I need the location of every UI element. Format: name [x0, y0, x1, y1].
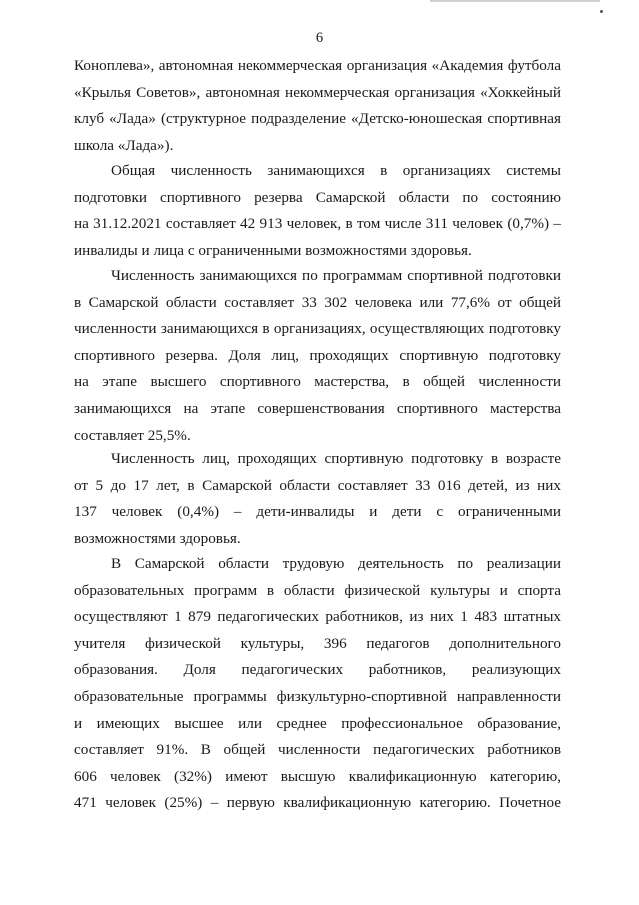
scan-artifact: [430, 0, 600, 2]
text-line: спортивного резерва. Доля лиц, проходящих спортивную подготовку: [74, 346, 561, 364]
text-line: школа «Лада»).: [74, 136, 174, 154]
text-line: Численность лиц, проходящих спортивную подготовку в возрасте: [111, 450, 561, 467]
text-line: клуб «Лада» (структурное подразделение «Детско-юношеская спортивная: [74, 110, 561, 128]
text-line: подготовки спортивного резерва Самарской области по состоянию: [74, 188, 561, 206]
text-line: 137 человек (0,4%) – дети-инвалиды и дети с ограниченными: [74, 503, 561, 521]
text-line: на 31.12.2021 составляет 42 913 человек, в том числе 311 человек (0,7%) –: [74, 215, 561, 233]
text-line: Численность занимающихся по программам спортивной подготовки: [111, 267, 561, 284]
paragraph-sports-training: [74, 263, 561, 449]
paragraph-children: [74, 446, 561, 552]
text-line: образовательных программ в области физической культуры и спорта: [74, 581, 561, 599]
text-line: осуществляют 1 879 педагогических работников, из них 1 483 штатных: [74, 608, 561, 626]
paragraph-continuation: [74, 53, 561, 159]
text-line: учителя физической культуры, 396 педагогов дополнительного: [74, 634, 561, 652]
paragraph-total-athletes: [74, 158, 561, 264]
paragraph-teachers: [74, 551, 561, 817]
text-line: Коноплева», автономная некоммерческая организация «Академия футбола: [74, 57, 561, 74]
text-line: В Самарской области трудовую деятельность по реализации: [111, 555, 561, 572]
text-line: Общая численность занимающихся в организациях системы: [111, 162, 561, 179]
text-line: от 5 до 17 лет, в Самарской области составляет 33 016 детей, из них: [74, 476, 561, 494]
text-line: инвалиды и лица с ограниченными возможностями здоровья.: [74, 241, 472, 259]
text-line: составляет 91%. В общей численности педагогических работников: [74, 741, 561, 759]
scan-artifact-dot: [600, 10, 603, 13]
text-line: 471 человек (25%) – первую квалификационную категорию. Почетное: [74, 794, 561, 812]
text-line: образования. Доля педагогических работников, реализующих: [74, 661, 561, 679]
text-line: на этапе высшего спортивного мастерства, в общей численности: [74, 373, 561, 391]
text-line: численности занимающихся в организациях, осуществляющих подготовку: [74, 320, 561, 338]
text-line: 606 человек (32%) имеют высшую квалификационную категорию,: [74, 767, 561, 785]
page-number: 6: [315, 30, 324, 46]
text-line: занимающихся на этапе совершенствования спортивного мастерства: [74, 399, 561, 417]
text-line: возможностями здоровья.: [74, 529, 241, 547]
text-line: и имеющих высшее или среднее профессиональное образование,: [74, 714, 561, 732]
text-line: составляет 25,5%.: [74, 426, 191, 444]
text-line: «Крылья Советов», автономная некоммерческая организация «Хоккейный: [74, 83, 561, 101]
text-line: в Самарской области составляет 33 302 человека или 77,6% от общей: [74, 293, 561, 311]
text-line: образовательные программы физкультурно-спортивной направленности: [74, 687, 561, 705]
